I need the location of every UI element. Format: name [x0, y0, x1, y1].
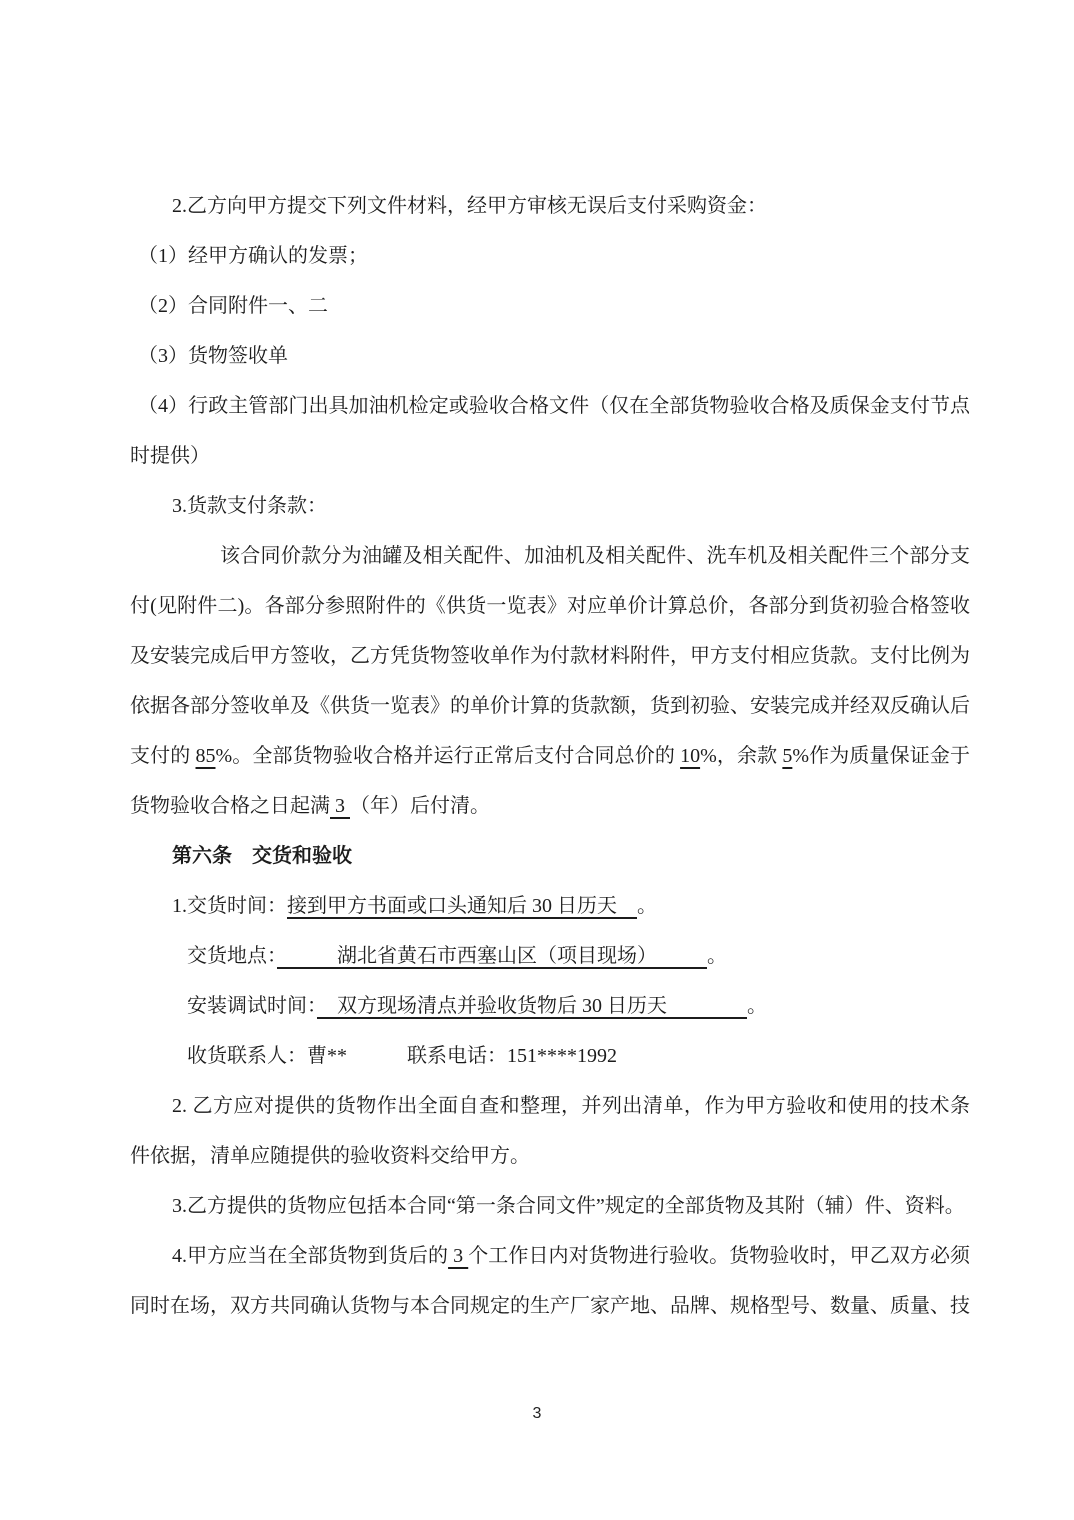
delivery-time-label: 1.交货时间： [172, 895, 287, 917]
paragraph-payment-clause-title: 3.货款支付条款： [172, 495, 327, 517]
list-item-goods-receipt: （3）货物签收单 [138, 345, 288, 367]
payment-percent-retention: 5 [782, 745, 793, 767]
list-item-inspection-certificate: （4）行政主管部门出具加油机检定或验收合格文件（仅在全部货物验收合格及质保金支付节点时提供） [130, 395, 970, 467]
list-item-contract-attachments: （2）合同附件一、二 [138, 295, 328, 317]
line-install-time [130, 981, 970, 1031]
delivery-place-value: 湖北省黄石市西塞山区（项目现场） [277, 945, 707, 967]
line-delivery-time [130, 881, 970, 931]
payment-text-3: %，余款 [700, 745, 783, 767]
contract-body [130, 181, 970, 1331]
install-time-label: 安装调试时间： [187, 995, 317, 1017]
delivery-time-value: 接到甲方书面或口头通知后 30 日历天 [287, 895, 637, 917]
acceptance-text-2: 个工作日内对货物进行验收。货物验收时，甲乙双方必须同时在场，双方共同确认货物与本合同规定的生产厂家产地、品牌、规格型号、数量、质量、技 [130, 1245, 971, 1317]
payment-text-5: （年）后付清。 [350, 795, 490, 817]
page-number: 3 [532, 1405, 542, 1422]
acceptance-days-value: 3 [448, 1245, 469, 1267]
payment-percent-acceptance: 10 [680, 745, 701, 767]
section-heading-article-6: 第六条 交货和验收 [172, 845, 352, 867]
line-delivery-place [130, 931, 970, 981]
line-contact-info: 收货联系人：曹** 联系电话：151****1992 [187, 1045, 617, 1067]
delivery-place-label: 交货地点： [187, 945, 277, 967]
payment-percent-initial: 85 [195, 745, 216, 767]
list-item-invoice: （1）经甲方确认的发票； [138, 245, 368, 267]
paragraph-goods-scope: 3.乙方提供的货物应包括本合同“第一条合同文件”规定的全部货物及其附（辅）件、资料。 [172, 1195, 965, 1217]
paragraph-self-inspection: 2. 乙方应对提供的货物作出全面自查和整理，并列出清单，作为甲方验收和使用的技术条件依据，清单应随提供的验收资料交给甲方。 [130, 1095, 970, 1167]
install-time-period: 。 [747, 995, 767, 1017]
delivery-place-period: 。 [707, 945, 727, 967]
payment-warranty-years: 3 [330, 795, 350, 817]
paragraph-submit-documents: 2.乙方向甲方提交下列文件材料，经甲方审核无误后支付采购资金： [172, 195, 767, 217]
install-time-value: 双方现场清点并验收货物后 30 日历天 [317, 995, 747, 1017]
payment-text-1: 该合同价款分为油罐及相关配件、加油机及相关配件、洗车机及相关配件三个部分支付(见附件二)。各部分参照附件的《供货一览表》对应单价计算总价，各部分到货初验合格签收及安装完成后甲方签收，乙方凭货物签收单作为付款材料附件，甲方支付相应货款。支付比例为依据各部分签收单及《供货一览表》的单价计算的货款额，货到初验、安装完成并经双反确认后支付的 [130, 545, 970, 767]
paragraph-payment-terms [130, 531, 970, 831]
delivery-time-period: 。 [637, 895, 657, 917]
acceptance-text-1: 4.甲方应当在全部货物到货后的 [172, 1245, 449, 1267]
paragraph-acceptance-procedure [130, 1231, 970, 1331]
payment-text-2: %。全部货物验收合格并运行正常后支付合同总价的 [215, 745, 681, 767]
payment-text-4: %作为质量保证金于货物验收合格之日起满 [130, 745, 970, 817]
